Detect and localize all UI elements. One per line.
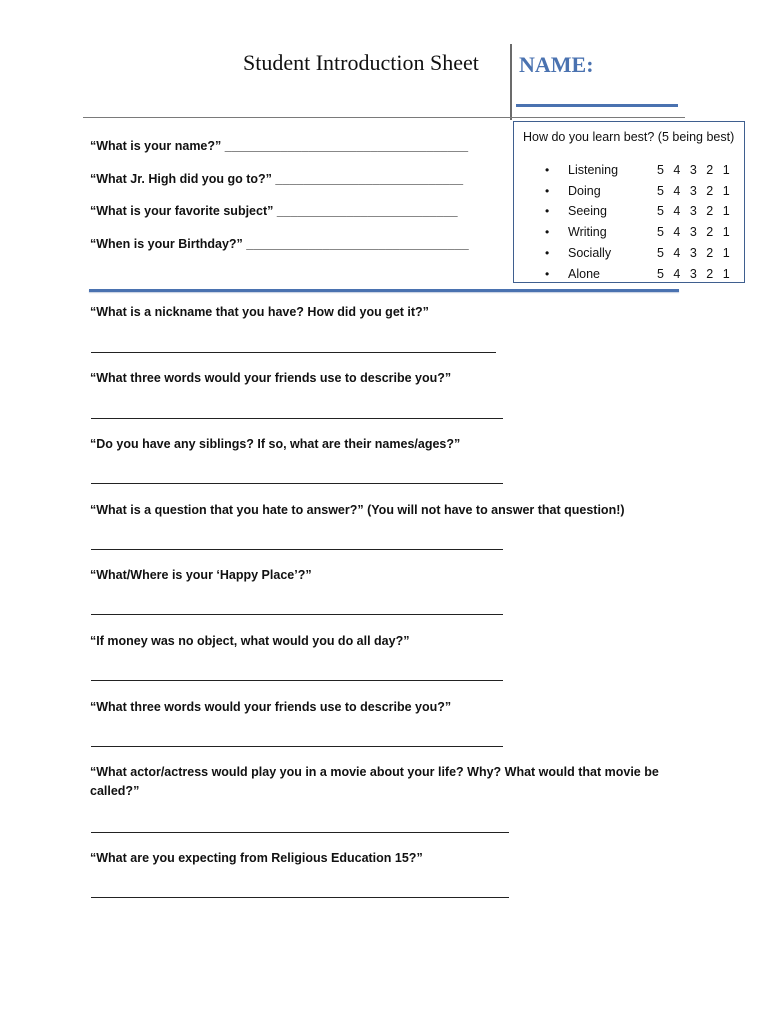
answer-line[interactable] <box>91 832 509 833</box>
question-hate-to-answer: “What is a question that you hate to answer?” (You will not have to answer that question!) <box>90 503 625 517</box>
answer-line[interactable] <box>91 897 509 898</box>
question-expecting: “What are you expecting from Religious Education 15?” <box>90 851 423 865</box>
question-text: “What is your favorite subject” <box>90 204 274 218</box>
bullet: • <box>545 267 550 281</box>
learning-row-doing <box>514 184 744 204</box>
header-rule <box>83 117 685 118</box>
question-siblings: “Do you have any siblings? If so, what are their names/ages?” <box>90 437 461 451</box>
learning-row-listening <box>514 163 744 183</box>
learning-label: Seeing <box>568 204 607 218</box>
rating-scale[interactable]: 5 4 3 2 1 <box>657 246 730 260</box>
learning-label: Socially <box>568 246 612 260</box>
name-answer-line[interactable] <box>516 104 678 107</box>
learning-label: Doing <box>568 184 601 198</box>
rating-scale[interactable]: 5 4 3 2 1 <box>657 225 730 239</box>
rating-scale[interactable]: 5 4 3 2 1 <box>657 267 730 281</box>
learning-row-socially <box>514 246 744 266</box>
question-text: “What is your name?” <box>90 139 222 153</box>
question-birthday <box>90 237 469 251</box>
answer-line[interactable] <box>91 614 503 615</box>
page-title: Student Introduction Sheet <box>243 50 479 75</box>
question-favorite-subject <box>90 204 458 218</box>
learning-label: Alone <box>568 267 600 281</box>
learning-style-box <box>513 121 745 283</box>
learning-row-alone <box>514 267 744 287</box>
question-three-words: “What three words would your friends use to describe you?” <box>90 371 452 385</box>
learning-box-title: How do you learn best? (5 being best) <box>523 130 735 144</box>
question-actor-line1: “What actor/actress would play you in a movie about your life? Why? What would that movie be <box>90 765 659 779</box>
question-three-words-repeat: “What three words would your friends use to describe you?” <box>90 700 452 714</box>
answer-blank[interactable]: ___________________________________ <box>224 139 469 153</box>
answer-line[interactable] <box>91 418 503 419</box>
question-jr-high <box>90 172 463 186</box>
rating-scale[interactable]: 5 4 3 2 1 <box>657 184 730 198</box>
answer-blank[interactable]: __________________________ <box>276 204 458 218</box>
answer-line[interactable] <box>91 352 496 353</box>
answer-line[interactable] <box>91 746 503 747</box>
header-divider <box>510 44 512 120</box>
answer-blank[interactable]: ___________________________ <box>275 172 464 186</box>
question-text: “What Jr. High did you go to?” <box>90 172 272 186</box>
rating-scale[interactable]: 5 4 3 2 1 <box>657 204 730 218</box>
question-happy-place: “What/Where is your ‘Happy Place’?” <box>90 568 312 582</box>
question-nickname: “What is a nickname that you have? How did you get it?” <box>90 305 429 319</box>
question-text: “When is your Birthday?” <box>90 237 243 251</box>
learning-row-seeing <box>514 204 744 224</box>
question-actor-line2: called?” <box>90 784 140 798</box>
bullet: • <box>545 225 550 239</box>
bullet: • <box>545 163 550 177</box>
learning-label: Writing <box>568 225 607 239</box>
question-name <box>90 139 468 153</box>
answer-blank[interactable]: ________________________________ <box>246 237 469 251</box>
learning-row-writing <box>514 225 744 245</box>
bullet: • <box>545 204 550 218</box>
bullet: • <box>545 246 550 260</box>
learning-label: Listening <box>568 163 619 177</box>
answer-line[interactable] <box>91 549 503 550</box>
rating-scale[interactable]: 5 4 3 2 1 <box>657 163 730 177</box>
section-divider <box>89 289 679 292</box>
question-money-no-object: “If money was no object, what would you do all day?” <box>90 634 410 648</box>
answer-line[interactable] <box>91 483 503 484</box>
answer-line[interactable] <box>91 680 503 681</box>
name-label: NAME: <box>519 52 594 77</box>
bullet: • <box>545 184 550 198</box>
